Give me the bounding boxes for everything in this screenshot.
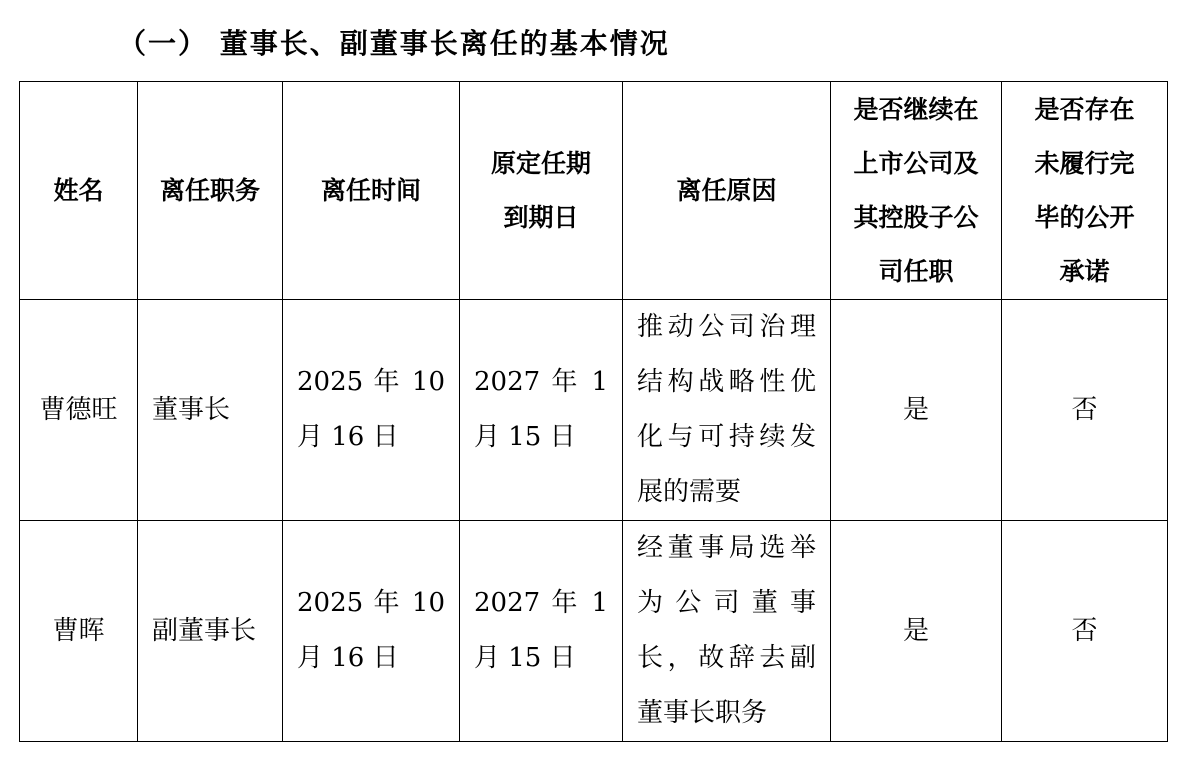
departure-table [19,81,1168,742]
cell-term-end: 2027 年 1 月 15 日 [460,521,623,742]
table-row [20,521,1168,742]
header-leave-date: 离任时间 [283,82,460,300]
cell-reason: 经董事局选举 为公司董事 长，故辞去副 董事长职务 [623,521,831,742]
header-name: 姓名 [20,82,138,300]
cell-name: 曹晖 [20,521,138,742]
cell-name: 曹德旺 [20,300,138,521]
cell-position: 副董事长 [138,521,283,742]
table-header-row [20,82,1168,300]
cell-leave-date: 2025 年 10 月 16 日 [283,300,460,521]
header-reason: 离任原因 [623,82,831,300]
table-row [20,300,1168,521]
cell-unfulfilled-commitment: 否 [1002,521,1168,742]
cell-term-end: 2027 年 1 月 15 日 [460,300,623,521]
header-term-end: 原定任期 到期日 [460,82,623,300]
cell-reason: 推动公司治理 结构战略性优 化与可持续发 展的需要 [623,300,831,521]
cell-position: 董事长 [138,300,283,521]
header-continue-role: 是否继续在 上市公司及 其控股子公 司任职 [831,82,1002,300]
cell-leave-date: 2025 年 10 月 16 日 [283,521,460,742]
cell-continue-role: 是 [831,300,1002,521]
header-unfulfilled-commitment: 是否存在 未履行完 毕的公开 承诺 [1002,82,1168,300]
section-title: （一） 董事长、副董事长离任的基本情况 [118,27,670,60]
header-position: 离任职务 [138,82,283,300]
cell-continue-role: 是 [831,521,1002,742]
cell-unfulfilled-commitment: 否 [1002,300,1168,521]
